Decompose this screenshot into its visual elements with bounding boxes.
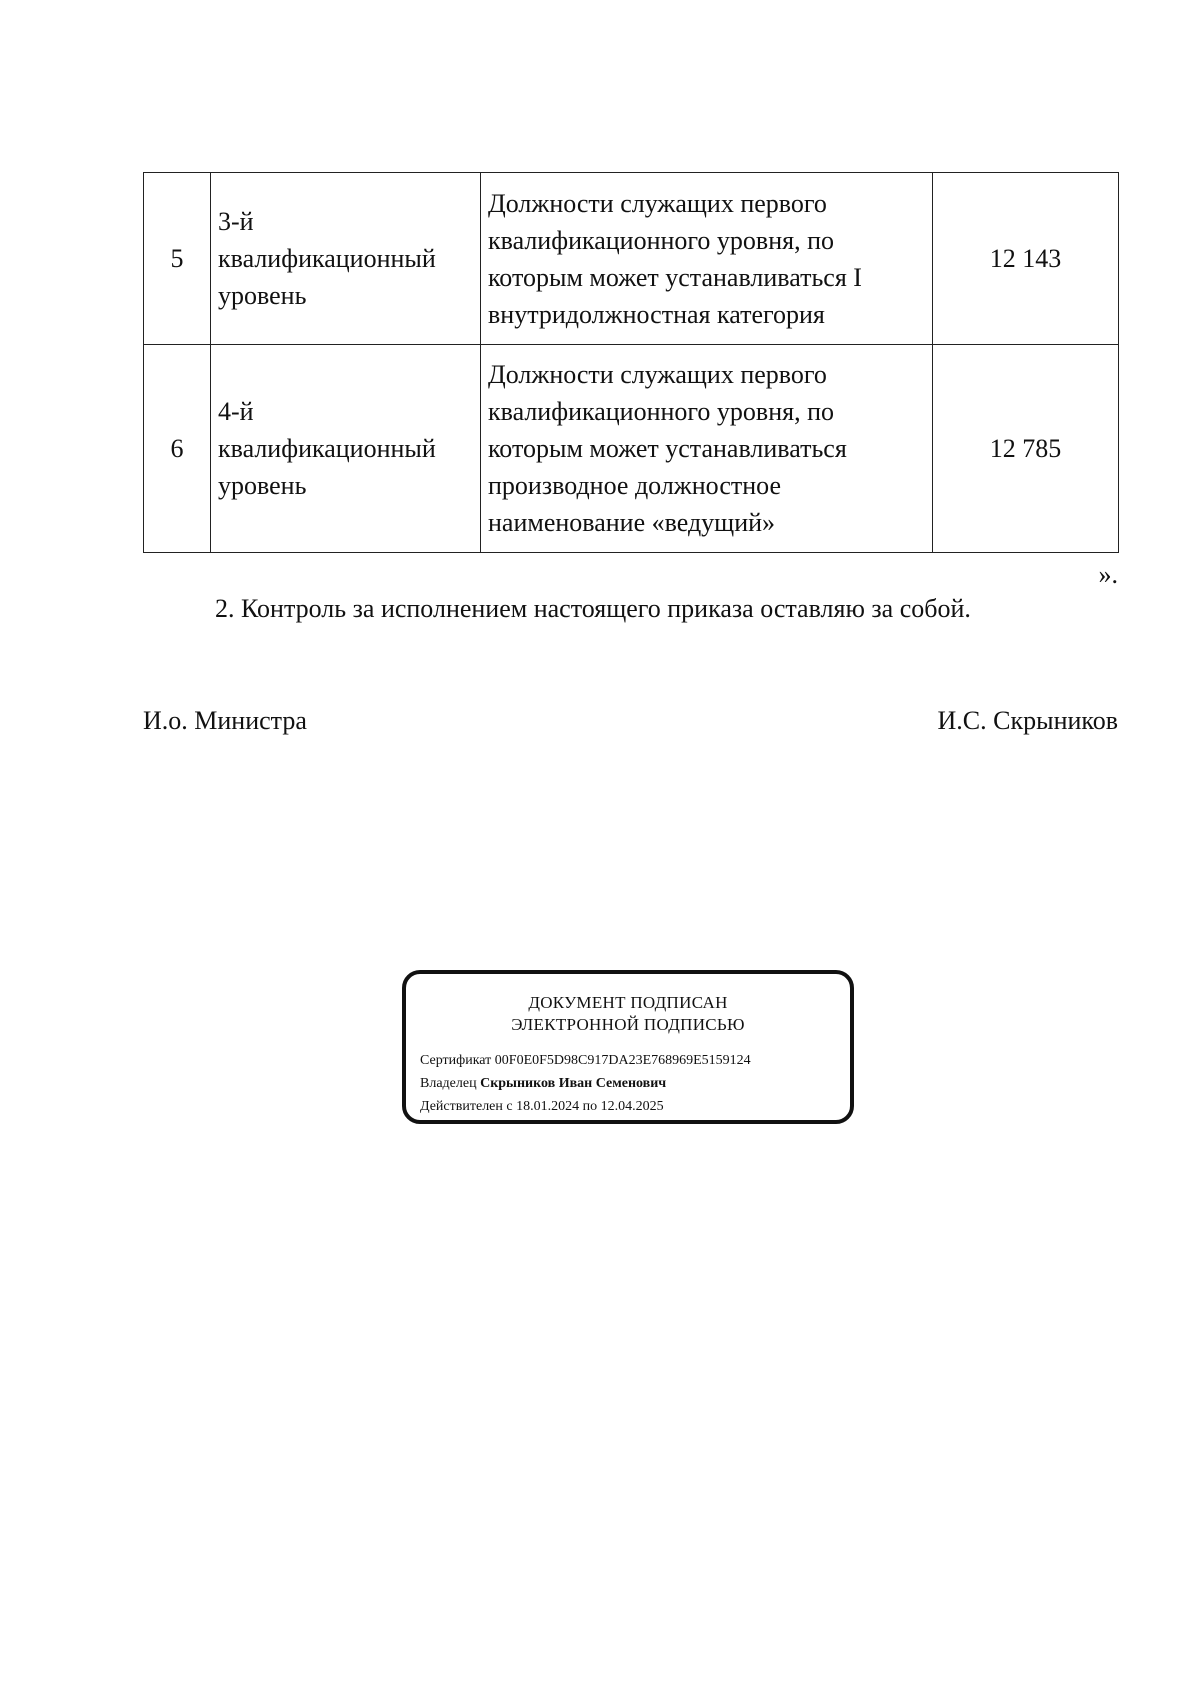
position-description (481, 345, 933, 553)
valid-label: Действителен (420, 1099, 503, 1114)
level-line: уровень (218, 281, 307, 310)
signatory-name: И.С. Скрыников (937, 706, 1118, 735)
desc-line: квалификационного уровня, по (488, 225, 834, 255)
valid-to-label: по (582, 1099, 598, 1114)
position-description (481, 173, 933, 345)
qualification-level (211, 173, 481, 345)
level-line: уровень (218, 471, 307, 500)
salary-value: 12 785 (933, 345, 1119, 553)
certificate-value: 00F0E0F5D98C917DA23E768969E5159124 (494, 1053, 751, 1068)
row-number: 5 (144, 173, 211, 345)
owner-label: Владелец (420, 1076, 477, 1091)
stamp-title-line: ЭЛЕКТРОННОЙ ПОДПИСЬЮ (511, 1015, 745, 1034)
level-line: квалификационный (218, 244, 436, 273)
row-number: 6 (144, 345, 211, 553)
valid-from-date: 18.01.2024 (516, 1099, 580, 1114)
electronic-signature-stamp (402, 970, 854, 1124)
valid-to-date: 12.04.2025 (600, 1099, 664, 1114)
desc-line: наименование «ведущий» (488, 508, 776, 537)
table-row (144, 173, 1119, 345)
qualification-level (211, 345, 481, 553)
level-line: квалификационный (218, 434, 436, 463)
table-row (144, 345, 1119, 553)
stamp-validity (420, 1098, 664, 1116)
desc-line: которым может устанавливаться (488, 434, 847, 463)
stamp-title-line: ДОКУМЕНТ ПОДПИСАН (528, 993, 728, 1012)
desc-line: Должности служащих первого (488, 360, 827, 389)
paragraph-control: 2. Контроль за исполнением настоящего приказа оставляю за собой. (215, 594, 971, 623)
desc-line: Должности служащих первого (488, 188, 827, 218)
desc-line: квалификационного уровня, по (488, 397, 834, 426)
certificate-label: Сертификат (420, 1053, 492, 1068)
stamp-title (406, 992, 850, 1036)
valid-from-label: с (506, 1099, 513, 1114)
level-line: 4-й (218, 397, 254, 426)
desc-line: производное должностное (488, 471, 782, 500)
stamp-certificate (420, 1052, 751, 1070)
desc-line: внутридолжностная категория (488, 299, 825, 329)
level-line: 3-й (218, 207, 254, 236)
owner-value: Скрыников Иван Семенович (480, 1076, 667, 1091)
signatory-role: И.о. Министра (143, 706, 307, 735)
closing-quote: ». (1098, 560, 1118, 589)
grades-table (143, 172, 1119, 553)
desc-line: которым может устанавливаться I (488, 262, 862, 292)
salary-value: 12 143 (933, 173, 1119, 345)
stamp-owner (420, 1075, 666, 1093)
